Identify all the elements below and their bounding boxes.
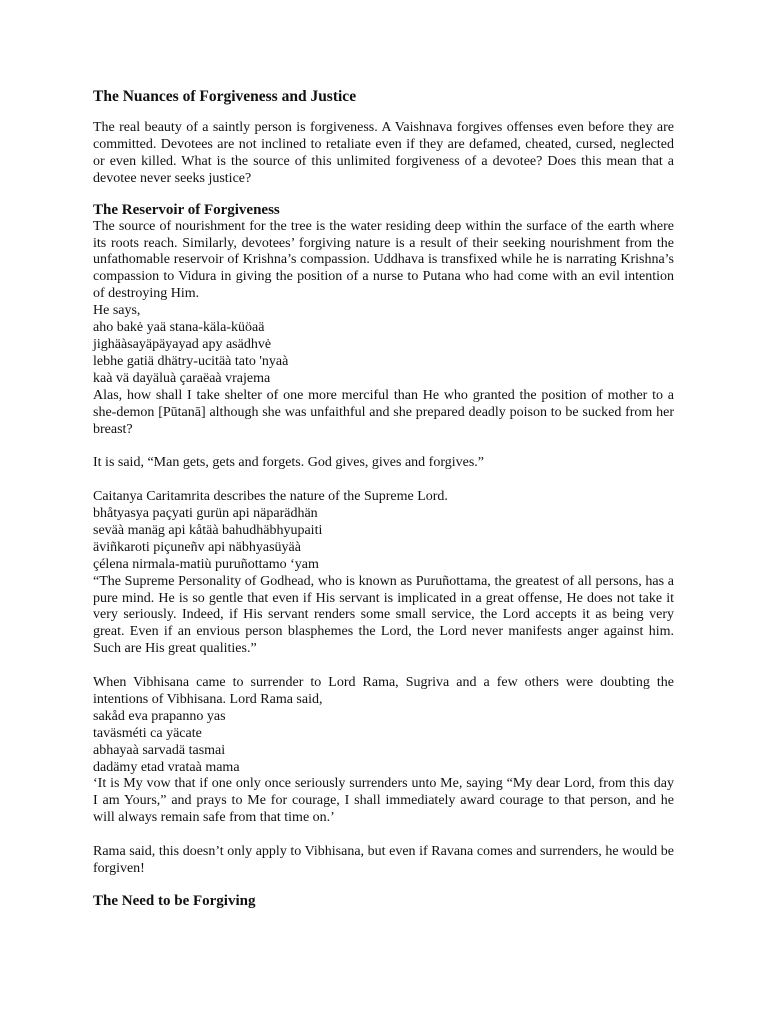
cc-intro-line: Caitanya Caritamrita describes the nature of the Supreme Lord. xyxy=(93,489,448,505)
document-page xyxy=(93,86,674,910)
verse-line: kaà vä dayäluà çaraëaà vrajema xyxy=(93,370,271,386)
verse-line: äviñkaroti piçuneñv api näbhyasüyäà xyxy=(93,539,301,555)
page-title: The Nuances of Forgiveness and Justice xyxy=(93,88,357,105)
section-heading-reservoir: The Reservoir of Forgiveness xyxy=(93,201,280,218)
verse-line: abhayaà sarvadä tasmai xyxy=(93,742,226,758)
verse-line: dadämy etad vrataà mama xyxy=(93,759,240,775)
bhagavatam-verse xyxy=(93,320,674,388)
rama-conclusion: Rama said, this doesn’t only apply to Vibhisana, but even if Ravana comes and surrenders, he would be forgiven! xyxy=(93,844,674,876)
verse-line: bhåtyasya paçyati gurün api näparädhän xyxy=(93,506,318,521)
verse-translation: Alas, how shall I take shelter of one more merciful than He who granted the position of mother to a she-demon [Pūtanā] although she was unfaithful and she prepared deadly poison to be sucked from her breast? xyxy=(93,387,674,437)
rama-intro-paragraph: When Vibhisana came to surrender to Lord Rama, Sugriva and a few others were doubting the intentions of Vibhisana. Lord Rama said, xyxy=(93,675,674,707)
reservoir-paragraph: The source of nourishment for the tree is the water residing deep within the surface of the earth where its roots reach. Similarly, devotees’ forgiving nature is a result of their seeking nourishment from the unfathomable reservoir of Krishna’s compassion. Uddhava is transfixed while he is narrating Krishna’s compassion to Vidura in giving the position of a nurse to Putana who had come with an evil intention of destroying Him. xyxy=(93,218,674,302)
cc-translation: “The Supreme Personality of Godhead, who is known as Puruñottama, the greatest of all persons, has a pure mind. He is so gentle that even if His servant is implicated in a great offense, He does not take it very seriously. Indeed, if His servant renders some small service, the Lord accepts it as being very great. Even if an envious person blasphemes the Lord, the Lord never manifests anger against him. Such are His great qualities.” xyxy=(93,573,674,657)
verse-line: lebhe gatiä dhätry-ucitäà tato 'nyaà xyxy=(93,353,289,369)
rama-verse xyxy=(93,709,674,777)
verse-line: seväà manäg api kåtäà bahudhäbhyupaiti xyxy=(93,522,323,538)
verse-line: aho bakė yaä stana-käla-küöaä xyxy=(93,320,265,336)
verse-line: çélena nirmala-matiù puruñottamo ‘yam xyxy=(93,556,319,572)
he-says-line: He says, xyxy=(93,303,141,319)
cc-verse xyxy=(93,506,674,574)
verse-line: sakåd eva prapanno yas xyxy=(93,708,226,724)
verse-line: jighäàsayäpäyayad apy asädhvė xyxy=(93,336,272,352)
verse-line: taväsméti ca yäcate xyxy=(93,725,202,741)
rama-translation: ‘It is My vow that if one only once seriously surrenders unto Me, saying “My dear Lord, from this day I am Yours,” and prays to Me for courage, I shall immediately award courage to that person, and he will always remain safe from that time on.’ xyxy=(93,776,674,826)
saying-paragraph: It is said, “Man gets, gets and forgets. God gives, gives and forgives.” xyxy=(93,455,485,471)
section-heading-need: The Need to be Forgiving xyxy=(93,892,256,909)
intro-paragraph: The real beauty of a saintly person is forgiveness. A Vaishnava forgives offenses even before they are committed. Devotees are not inclined to retaliate even if they are defamed, cheated, cursed, neglected or even killed. What is the source of this unlimited forgiveness of a devotee? Does this mean that a devotee never seeks justice? xyxy=(93,120,674,186)
